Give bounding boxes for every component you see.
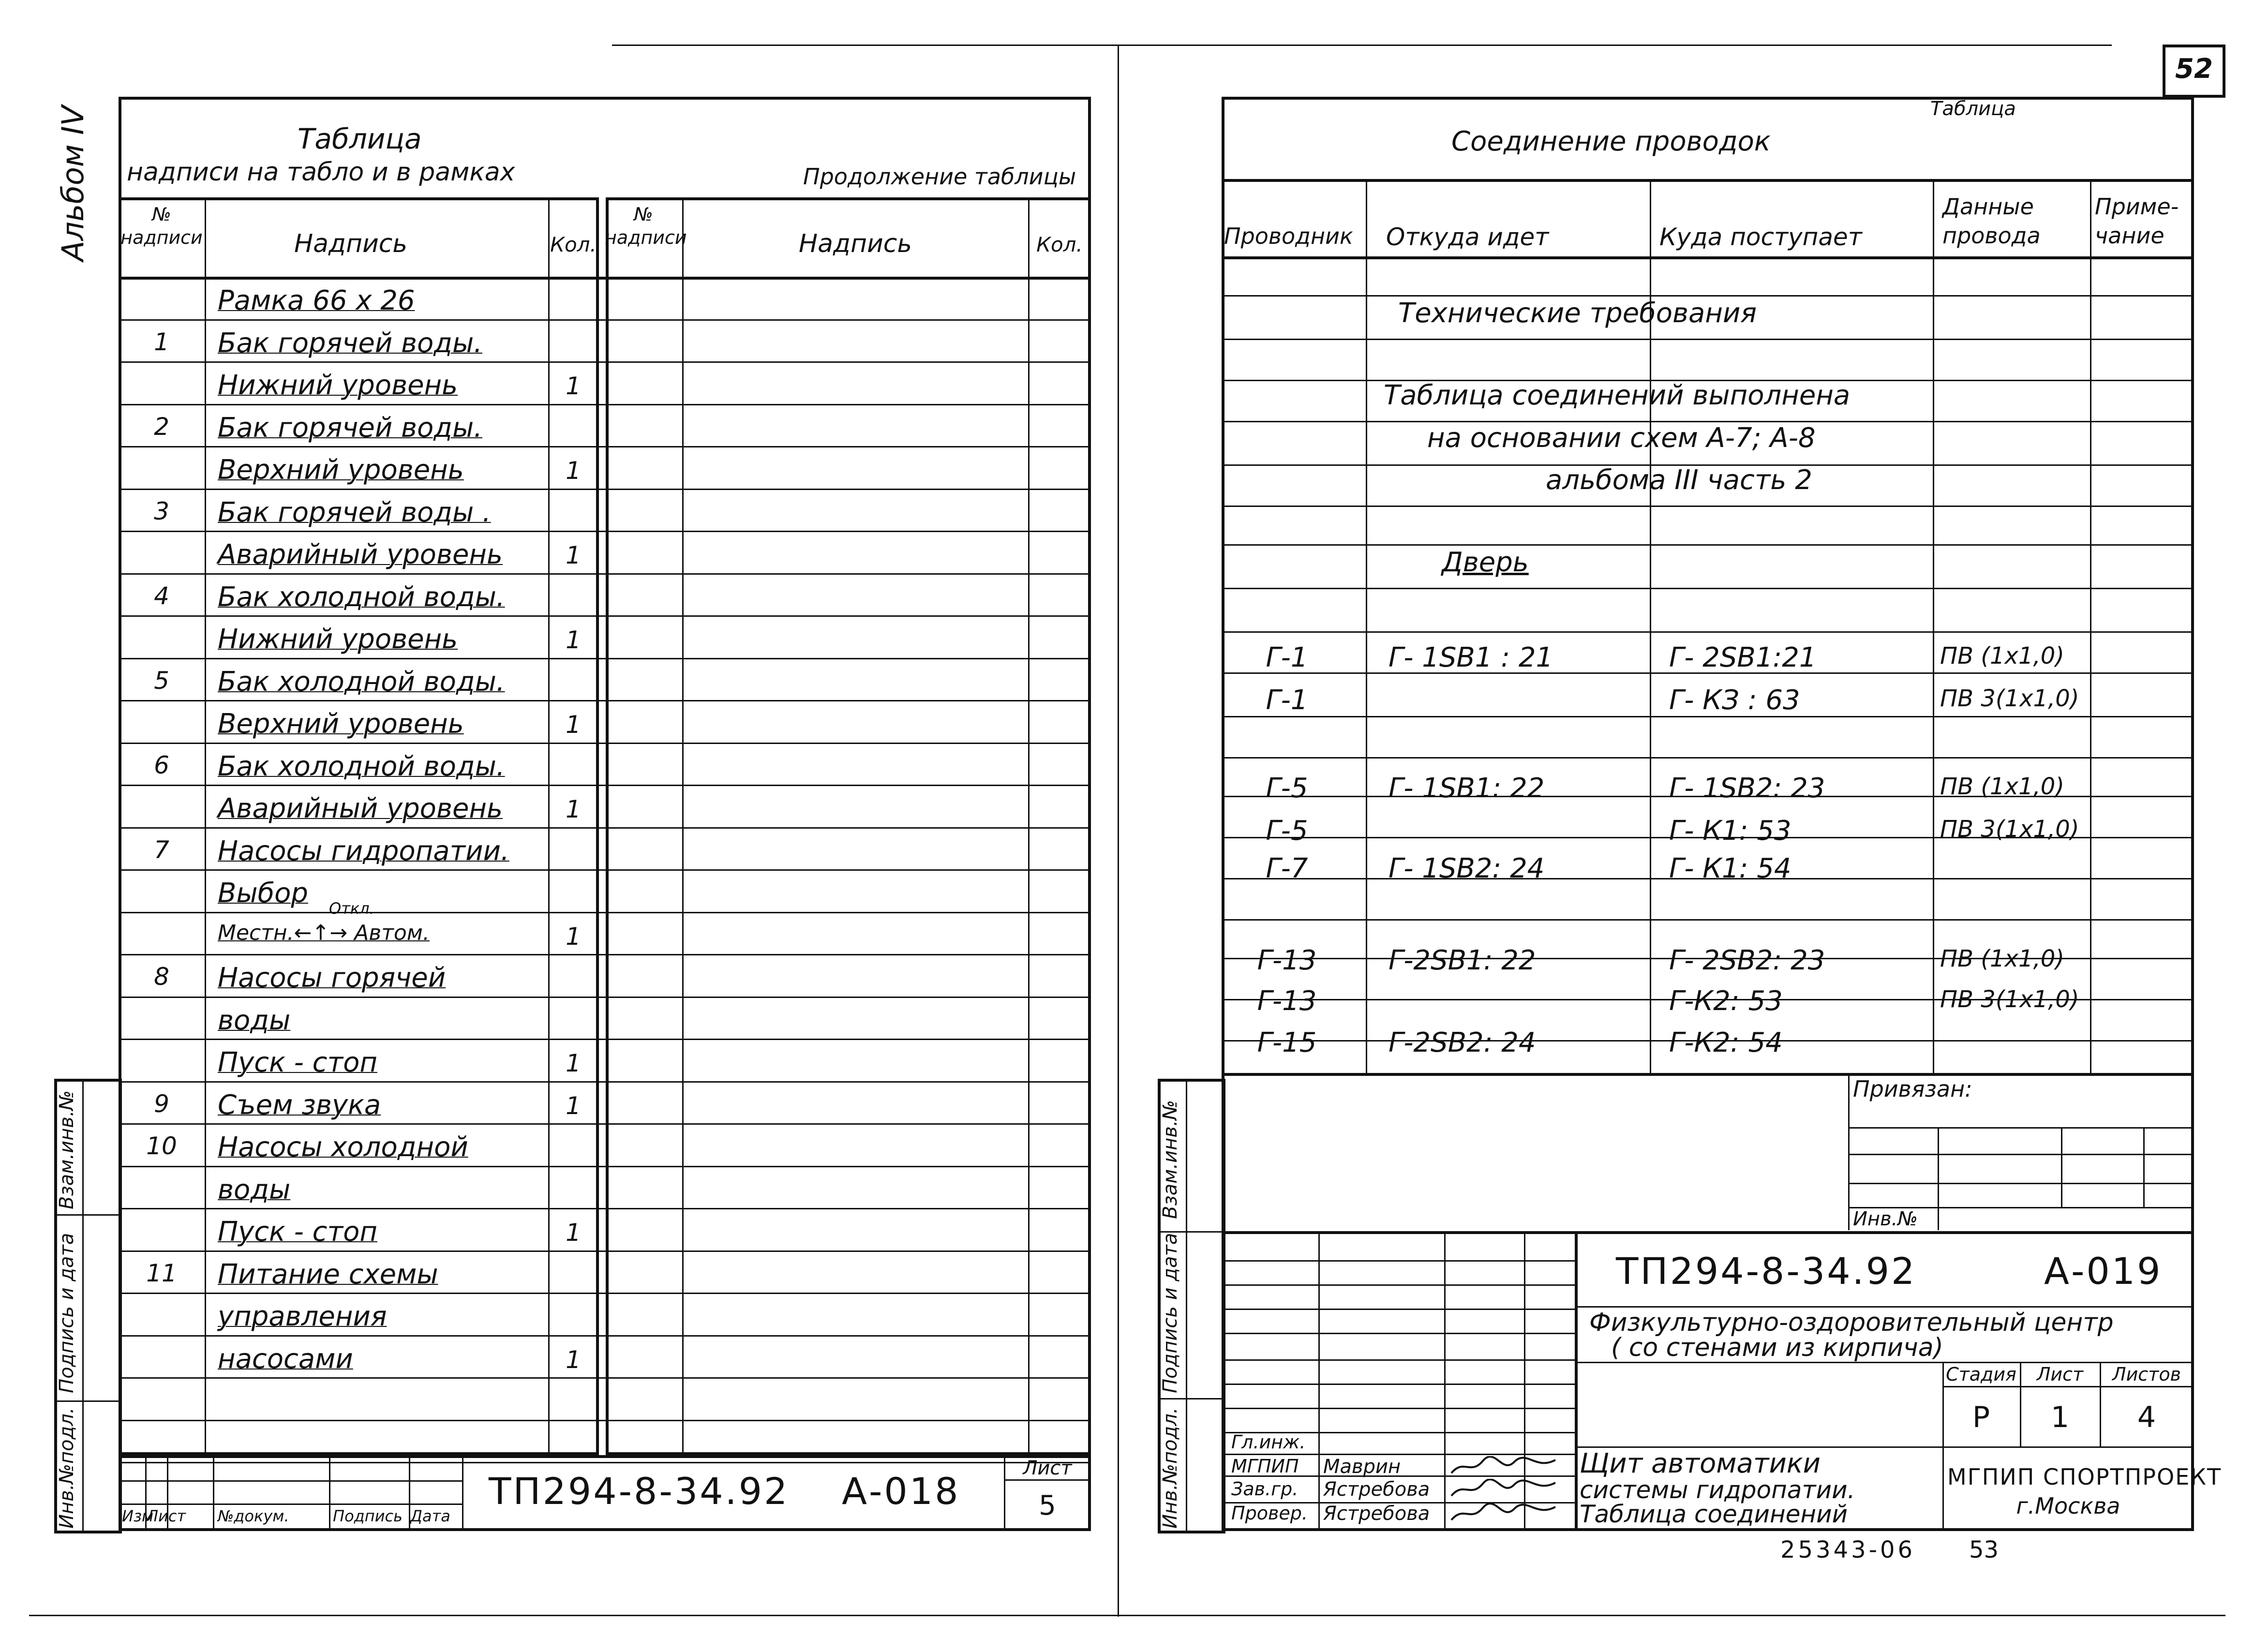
- wire-cell: ПВ (1х1,0): [1940, 642, 2065, 670]
- to-cell: Г- 2SB1:21: [1669, 642, 1817, 673]
- table-row-line: [1222, 506, 2194, 507]
- row-text: управления: [218, 1301, 387, 1332]
- from-cell: Г- 1SB2: 24: [1388, 853, 1545, 884]
- privyazan-label: Привязан:: [1853, 1076, 1972, 1102]
- conductor-cell: Г-7: [1266, 853, 1308, 884]
- tb-list-label: Лист: [2036, 1364, 2084, 1385]
- left-table-2: [606, 197, 1091, 1455]
- row-qty: 1: [566, 626, 581, 654]
- row-text: Насосы гидропатии.: [218, 835, 509, 867]
- col-header-no: № надписи: [120, 204, 203, 248]
- side-label-inv: Инв.№подл.: [1159, 1407, 1181, 1529]
- conductor-cell: Г-13: [1257, 945, 1317, 976]
- row-text: Пуск - стоп: [218, 1216, 377, 1248]
- tb-col-dokum: №докум.: [218, 1507, 289, 1525]
- conductor-cell: Г-1: [1266, 685, 1308, 716]
- side-stamp-line: [1158, 1398, 1225, 1399]
- side-stamp-divider: [1186, 1079, 1187, 1533]
- inv-no-label: Инв.№: [1853, 1208, 1918, 1230]
- row-text: Насосы горячей: [218, 962, 446, 994]
- tb-lists-value: 4: [2137, 1400, 2156, 1434]
- tb-row-line: [1222, 1309, 1575, 1310]
- col-header-qty: Кол.: [550, 233, 597, 256]
- tb-col-podpis: Подпись: [333, 1507, 403, 1525]
- table-row-line: [1222, 757, 2194, 759]
- table-row-line: [119, 531, 1091, 532]
- row-number: 3: [154, 497, 169, 525]
- tb-col-izm: Изм: [122, 1507, 154, 1525]
- col-header-no-2: № надписи: [605, 204, 687, 248]
- tb-role: МГПИП: [1231, 1456, 1299, 1477]
- privyazan-col: [2143, 1127, 2145, 1207]
- wire-cell: ПВ (1х1,0): [1940, 773, 2065, 800]
- row-number: 8: [154, 963, 169, 991]
- to-cell: Г-К2: 53: [1669, 985, 1783, 1017]
- col-line: [1933, 179, 1934, 1073]
- row-number: 11: [146, 1259, 177, 1287]
- row-qty: 1: [566, 1219, 581, 1247]
- table-row-line: [119, 1462, 1091, 1463]
- tb-stage-label: Стадия: [1946, 1364, 2016, 1385]
- bottom-edge-line: [29, 1615, 2225, 1616]
- table-row-line: [119, 827, 1091, 829]
- tb-role: Зав.гр.: [1231, 1478, 1299, 1500]
- col-line: [682, 197, 684, 1455]
- tb-object-2: ( со стенами из кирпича): [1611, 1333, 1943, 1362]
- row-text: Насосы холодной: [218, 1131, 468, 1163]
- row-text: воды: [218, 1174, 291, 1206]
- page-fold-line: [1118, 45, 1119, 1617]
- row-number: 10: [146, 1132, 177, 1160]
- conductor-cell: Г-15: [1257, 1027, 1317, 1058]
- tb-drawing-3: Таблица соединений: [1580, 1500, 1848, 1528]
- table-row-line: [119, 1250, 1091, 1252]
- tb-stage-value: Р: [1972, 1400, 1990, 1434]
- top-edge-line: [612, 45, 2112, 46]
- col-header-wire: Данные провода: [1942, 193, 2041, 249]
- table-row-line: [1222, 339, 2194, 340]
- row-text: Местн.←↑→ Автом.: [218, 920, 430, 945]
- row-text: Нижний уровень: [218, 624, 458, 655]
- row-number: 2: [154, 412, 169, 441]
- signature-mark: [1449, 1503, 1560, 1524]
- table-title: Таблица: [298, 122, 422, 155]
- tb-org-1: МГПИП СПОРТПРОЕКТ: [1947, 1464, 2222, 1490]
- col-header-to: Куда поступает: [1659, 223, 1862, 251]
- row-text: Бак холодной воды.: [218, 666, 505, 698]
- table-row-line: [1222, 588, 2194, 589]
- table-row-line: [119, 997, 1091, 998]
- table-row-line: [1222, 295, 2194, 297]
- conductor-cell: Г-5: [1266, 815, 1308, 847]
- privyazan-line: [1848, 1183, 2194, 1184]
- tb-row-line: [1222, 1260, 1575, 1262]
- footer-page: 53: [1969, 1536, 1999, 1563]
- col-line: [1366, 179, 1367, 1073]
- privyazan-line: [1848, 1154, 2194, 1155]
- note-line1: Таблица соединений выполнена: [1384, 380, 1851, 411]
- row-qty: 1: [566, 711, 581, 739]
- tb-row-line: [1222, 1333, 1575, 1334]
- from-cell: Г-2SB2: 24: [1388, 1027, 1536, 1058]
- side-label-podpis: Подпись и дата: [1159, 1233, 1181, 1393]
- table-row-line: [119, 319, 1091, 321]
- tb-drawing-1: Щит автоматики: [1580, 1448, 1821, 1479]
- header-bottom-line: [119, 277, 1091, 280]
- tb-col: [1004, 1455, 1005, 1531]
- row-qty: 1: [566, 1345, 581, 1374]
- row-text: Рамка 66 х 26: [218, 285, 415, 316]
- tb-line: [1942, 1386, 2194, 1387]
- from-cell: Г-2SB1: 22: [1388, 945, 1536, 976]
- tb-list-value: 1: [2050, 1400, 2070, 1434]
- table-row-line: [1222, 544, 2194, 546]
- table-row-line: [119, 1123, 1091, 1125]
- side-label-inv: Инв.№подл.: [56, 1407, 78, 1529]
- signature-mark: [1449, 1456, 1560, 1477]
- row-number: 4: [154, 581, 169, 610]
- col-header-text: Надпись: [294, 229, 407, 258]
- header-top-line: [1222, 179, 2194, 182]
- col-line: [548, 197, 550, 1455]
- note-line3: альбома III часть 2: [1546, 464, 1812, 496]
- row-qty: 1: [566, 1049, 581, 1077]
- conductor-cell: Г-13: [1257, 985, 1317, 1017]
- row-qty: 1: [566, 795, 581, 823]
- row-text: Верхний уровень: [218, 708, 464, 740]
- row-text: Бак горячей воды.: [218, 412, 483, 444]
- to-cell: Г- 2SB2: 23: [1669, 945, 1825, 976]
- row-text: Выбор: [218, 878, 308, 909]
- col-header-text-2: Надпись: [799, 229, 912, 258]
- tb-object-1: Физкультурно-оздоровительный центр: [1589, 1308, 2114, 1337]
- header-bottom-line: [1222, 256, 2194, 259]
- side-label-vzam: Взам.инв.№: [1159, 1100, 1181, 1219]
- row-number: 5: [154, 666, 169, 695]
- switch-off-label: Откл.: [329, 899, 374, 918]
- spine-label: Альбом IV: [55, 105, 90, 261]
- tb-col-data: Дата: [410, 1507, 450, 1525]
- tb-row-line: [1222, 1408, 1575, 1409]
- table-row-line: [119, 743, 1091, 744]
- tb-line: [119, 1480, 462, 1482]
- table-row-line: [1222, 631, 2194, 633]
- row-text: Пуск - стоп: [218, 1047, 377, 1078]
- row-text: Бак горячей воды.: [218, 327, 483, 359]
- connection-title: Соединение проводок: [1451, 126, 1771, 157]
- tb-col: [1318, 1231, 1320, 1531]
- to-cell: Г- КЗ : 63: [1669, 685, 1800, 716]
- col-header-note: Приме- чание: [2095, 193, 2179, 249]
- table-label: Таблица: [1930, 98, 2016, 120]
- row-text: Верхний уровень: [218, 454, 464, 486]
- table-row-line: [119, 1377, 1091, 1379]
- table-subtitle: надписи на табло и в рамках: [127, 158, 515, 187]
- row-text: Аварийный уровень: [218, 539, 503, 570]
- side-stamp-line: [54, 1400, 122, 1402]
- wire-cell: ПВ (1х1,0): [1940, 945, 2065, 972]
- tb-col: [462, 1455, 463, 1531]
- privyazan-top: [1222, 1073, 2194, 1076]
- tb-role: Провер.: [1231, 1503, 1308, 1524]
- note-line2: на основании схем А-7; А-8: [1427, 422, 1816, 454]
- row-qty: 1: [566, 1091, 581, 1120]
- row-text: Бак холодной воды.: [218, 750, 505, 782]
- tb-list-value: 5: [1039, 1490, 1056, 1521]
- tb-sheet-code: А-018: [842, 1470, 960, 1513]
- tb-row-line: [1222, 1359, 1575, 1361]
- conductor-cell: Г-5: [1266, 773, 1308, 804]
- side-label-vzam: Взам.инв.№: [56, 1090, 78, 1209]
- col-line: [205, 197, 206, 1455]
- table-row-line: [1222, 919, 2194, 921]
- row-qty: 1: [566, 372, 581, 400]
- table-row-line: [119, 615, 1091, 617]
- row-number: 7: [154, 835, 169, 864]
- side-stamp-divider: [82, 1079, 84, 1533]
- col-line: [1028, 197, 1030, 1455]
- tb-sheet-code: А-019: [2044, 1250, 2163, 1293]
- side-stamp-line: [1158, 1231, 1225, 1233]
- tb-line: [119, 1503, 462, 1505]
- table-row-line: [119, 1081, 1091, 1083]
- row-text: Нижний уровень: [218, 370, 458, 401]
- tb-col: [329, 1455, 330, 1531]
- row-number: 1: [154, 327, 169, 356]
- table-row-line: [119, 361, 1091, 363]
- tb-line: [1004, 1479, 1091, 1481]
- continuation-title: Продолжение таблицы: [803, 164, 1076, 190]
- footer-number: 25343-06: [1780, 1536, 1916, 1563]
- conductor-cell: Г-1: [1266, 642, 1308, 673]
- tb-lists-label: Листов: [2112, 1364, 2181, 1385]
- from-cell: Г- 1SB1: 22: [1388, 773, 1545, 804]
- tb-name: Маврин: [1323, 1456, 1401, 1478]
- note-tech: Технические требования: [1398, 298, 1757, 329]
- privyazan-line: [1848, 1127, 2194, 1129]
- tb-name: Ястребова: [1323, 1478, 1430, 1501]
- tb-name: Ястребова: [1323, 1503, 1430, 1525]
- tb-col: [1444, 1231, 1446, 1531]
- note-door: Дверь: [1442, 547, 1529, 578]
- tb-row-line: [1222, 1284, 1575, 1286]
- tb-main-divider: [1575, 1231, 1578, 1531]
- tb-col: [2020, 1362, 2021, 1446]
- row-text: Бак холодной воды.: [218, 581, 505, 613]
- table-row-line: [119, 700, 1091, 701]
- table-row-line: [119, 1039, 1091, 1040]
- tb-col: [2100, 1362, 2101, 1446]
- table-row-line: [119, 1208, 1091, 1209]
- table-row-line: [119, 954, 1091, 955]
- privyazan-col: [2061, 1127, 2062, 1207]
- table-row-line: [1222, 716, 2194, 717]
- row-qty: 1: [566, 922, 581, 951]
- to-cell: Г-К2: 54: [1669, 1027, 1783, 1058]
- from-cell: Г- 1SB1 : 21: [1388, 642, 1553, 673]
- col-header-from: Откуда идет: [1386, 223, 1549, 251]
- row-text: Бак горячей воды .: [218, 496, 491, 528]
- tb-line: [1575, 1306, 2194, 1308]
- tb-drawing-2: системы гидропатии.: [1580, 1476, 1855, 1504]
- table-row-line: [119, 404, 1091, 405]
- table-row-line: [119, 1293, 1091, 1294]
- table-row-line: [119, 1166, 1091, 1167]
- tb-top-line: [1222, 1231, 2194, 1234]
- table-row-line: [119, 1420, 1091, 1421]
- table-row-line: [119, 912, 1091, 913]
- wire-cell: ПВ 3(1х1,0): [1940, 685, 2079, 712]
- tb-code: ТП294-8-34.92: [489, 1470, 790, 1513]
- table-row-line: [119, 658, 1091, 659]
- col-header-qty-2: Кол.: [1036, 233, 1083, 256]
- table-row-line: [119, 1335, 1091, 1337]
- wire-cell: ПВ 3(1х1,0): [1940, 816, 2079, 843]
- row-qty: 1: [566, 541, 581, 569]
- table-row-line: [119, 446, 1091, 447]
- signature-mark: [1449, 1479, 1560, 1500]
- table-row-line: [119, 489, 1091, 490]
- side-stamp-line: [54, 1214, 122, 1216]
- side-label-podpis: Подпись и дата: [56, 1233, 78, 1393]
- table-row-line: [119, 869, 1091, 871]
- wire-cell: ПВ 3(1х1,0): [1940, 986, 2079, 1013]
- tb-list-label: Лист: [1023, 1457, 1072, 1479]
- to-cell: Г- К1: 54: [1669, 853, 1791, 884]
- row-text: Питание схемы: [218, 1258, 438, 1290]
- tb-line: [1575, 1362, 2194, 1363]
- col-header-conductor: Проводник: [1224, 223, 1353, 249]
- row-number: 9: [154, 1089, 169, 1118]
- tb-code: ТП294-8-34.92: [1616, 1250, 1917, 1293]
- col-line: [2090, 179, 2091, 1073]
- table-row-line: [119, 573, 1091, 575]
- tb-row-line: [1222, 1454, 1575, 1455]
- tb-org-2: г.Москва: [2016, 1493, 2120, 1519]
- table-row-line: [119, 785, 1091, 786]
- row-text: Аварийный уровень: [218, 793, 503, 824]
- to-cell: Г- 1SB2: 23: [1669, 773, 1825, 804]
- privyazan-col: [1938, 1127, 1939, 1230]
- tb-row-line: [1222, 1384, 1575, 1385]
- to-cell: Г- К1: 53: [1669, 815, 1791, 847]
- tb-role: Гл.инж.: [1231, 1431, 1306, 1453]
- tb-col-list: Лист: [147, 1507, 186, 1525]
- row-text: воды: [218, 1004, 291, 1036]
- tb-top-line: [119, 1455, 1091, 1458]
- row-number: 6: [154, 751, 169, 779]
- sheet-number: 52: [2175, 53, 2213, 85]
- row-qty: 1: [566, 457, 581, 485]
- tb-col: [213, 1455, 214, 1531]
- row-text: насосами: [218, 1343, 353, 1375]
- row-text: Съем звука: [218, 1089, 381, 1121]
